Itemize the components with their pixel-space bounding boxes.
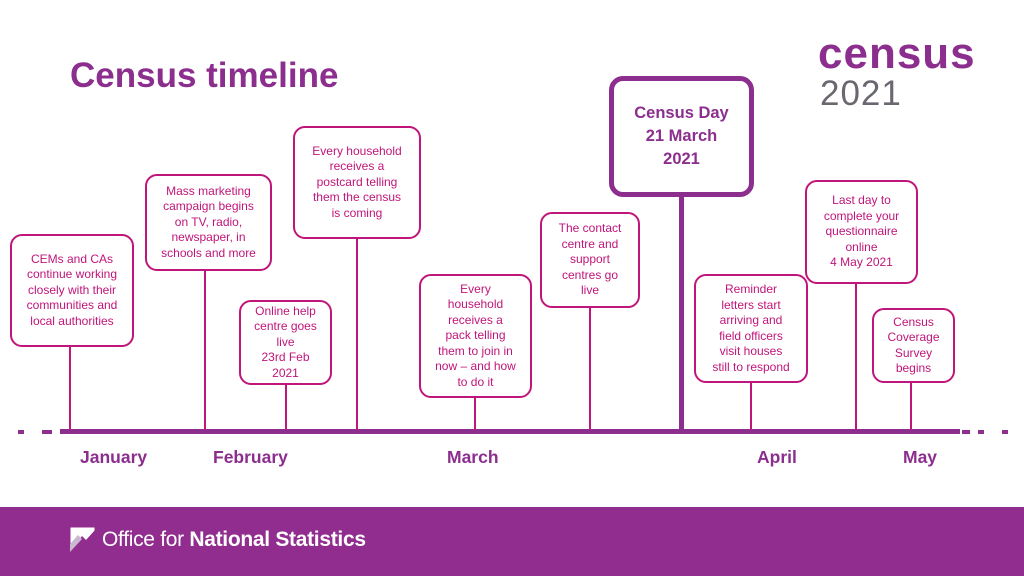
ons-text-light: Office for bbox=[102, 527, 190, 551]
logo-year: 2021 bbox=[820, 74, 902, 113]
event-stem bbox=[589, 307, 591, 430]
axis-dash bbox=[978, 430, 984, 434]
month-may: May bbox=[903, 447, 938, 467]
axis-dash bbox=[962, 430, 970, 434]
ons-logo-icon bbox=[70, 527, 95, 552]
event-stem bbox=[910, 382, 912, 430]
event-census-day-box: Census Day 21 March 2021 bbox=[609, 76, 754, 197]
event-cems-box: CEMs and CAs continue working closely with their communities and local authorities bbox=[10, 234, 134, 347]
event-online-help-box: Online help centre goes live 23rd Feb 2021 bbox=[239, 300, 332, 385]
event-stem-census-day bbox=[679, 196, 684, 430]
logo-word: census bbox=[818, 29, 976, 78]
event-stem bbox=[750, 382, 752, 430]
event-postcard-box: Every household receives a postcard telling them the census is coming bbox=[293, 126, 421, 239]
month-january: January bbox=[80, 447, 148, 467]
axis-dash bbox=[1002, 430, 1008, 434]
event-stem bbox=[285, 384, 287, 430]
event-reminder-box: Reminder letters start arriving and field officers visit houses still to respond bbox=[694, 274, 808, 383]
event-marketing-box: Mass marketing campaign begins on TV, radio, newspaper, in schools and more bbox=[145, 174, 272, 271]
ons-logo-text bbox=[102, 528, 366, 552]
axis-dash bbox=[42, 430, 52, 434]
page-title: Census timeline bbox=[70, 56, 339, 95]
event-contact-centres-box: The contact centre and support centres go live bbox=[540, 212, 640, 308]
event-stem bbox=[204, 270, 206, 430]
axis-dash bbox=[18, 430, 24, 434]
month-march: March bbox=[447, 447, 499, 467]
event-stem bbox=[356, 238, 358, 430]
event-pack-box: Every household receives a pack telling them to join in now – and how to do it bbox=[419, 274, 532, 398]
month-april: April bbox=[757, 447, 797, 467]
month-february: February bbox=[213, 447, 288, 467]
ons-text-bold: National Statistics bbox=[189, 527, 366, 551]
event-stem bbox=[69, 346, 71, 430]
event-stem bbox=[855, 283, 857, 430]
census-2021-logo bbox=[818, 29, 988, 116]
event-coverage-box: Census Coverage Survey begins bbox=[872, 308, 955, 383]
event-last-day-box: Last day to complete your questionnaire online 4 May 2021 bbox=[805, 180, 918, 284]
axis-line bbox=[60, 429, 960, 434]
event-stem bbox=[474, 397, 476, 430]
ons-logo bbox=[70, 527, 366, 552]
